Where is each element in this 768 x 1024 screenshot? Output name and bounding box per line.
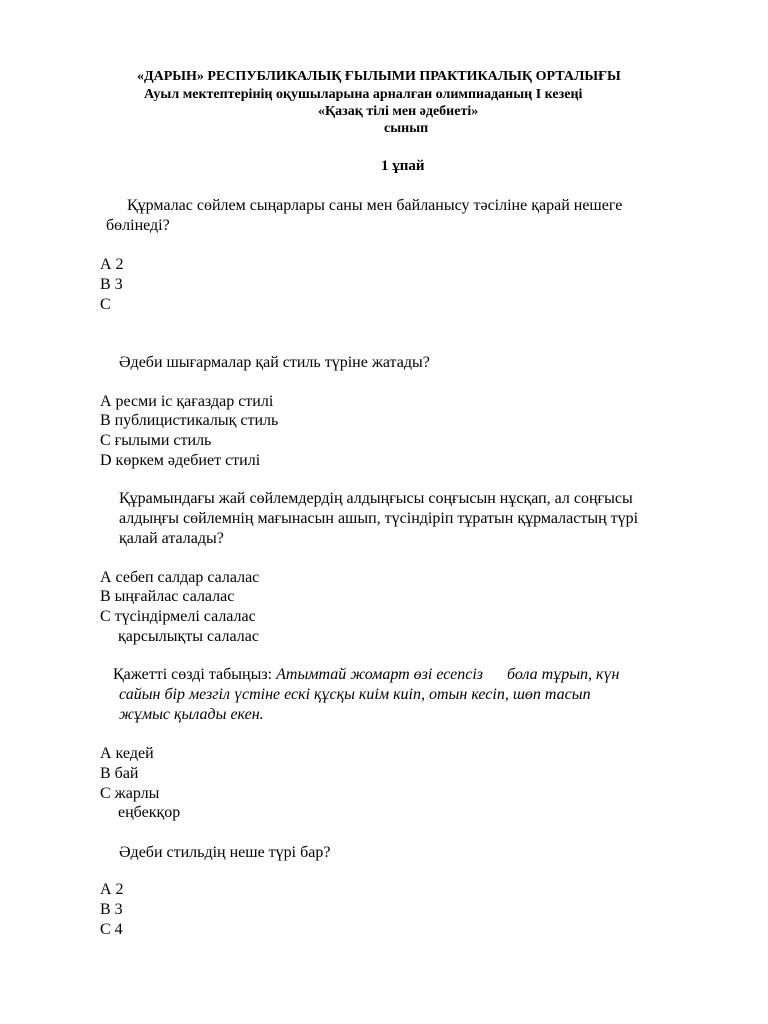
question-1-line-2: бөлінеді?: [106, 217, 170, 234]
question-5-option-a: А 2: [100, 881, 124, 898]
question-4-prompt: Қажетті сөзді табыңыз:: [113, 666, 273, 683]
question-5-option-c: С 4: [100, 921, 123, 938]
question-3-option-a: А себеп салдар салалас: [100, 569, 260, 586]
points-label: 1 ұпай: [381, 158, 425, 174]
question-2-option-c: С ғылыми стиль: [100, 432, 212, 449]
question-2-option-a: А ресми іс қағаздар стилі: [100, 393, 274, 410]
question-2-option-d: D көркем әдебиет стилі: [100, 452, 261, 469]
question-3-option-d: қарсылықты салалас: [118, 628, 259, 645]
question-4-option-c: С жарлы: [100, 785, 160, 802]
question-3-option-b: В ыңғайлас салалас: [100, 588, 235, 605]
question-4-sentence-part-2: сайын бір мезгіл үстіне ескі құсқы киім киіп, отын кесіп, шөп тасып: [119, 686, 591, 703]
question-4-sentence-part-3: жұмыс қылады екен.: [119, 706, 264, 723]
grade-label: сынып: [384, 121, 429, 136]
question-4-option-a: А кедей: [100, 745, 154, 762]
question-4-line-1: [113, 665, 619, 685]
question-3-line-2: алдыңғы сөйлемнің мағынасын ашып, түсіндіріп тұратын құрмаластың түрі: [119, 510, 639, 527]
question-5-option-b: В 3: [100, 901, 123, 918]
question-2-option-b: В публицистикалық стиль: [100, 412, 279, 429]
stage-title: Ауыл мектептерінің оқушыларына арналған олимпиаданың І кезеңі: [144, 87, 583, 102]
question-3-line-3: қалай аталады?: [119, 530, 224, 547]
question-1-line-1: Құрмалас сөйлем сыңарлары саны мен байланысу тәсіліне қарай нешеге: [127, 197, 623, 214]
question-3-line-1: Құрамындағы жай сөйлемдердің алдыңғысы соңғысын нұсқап, ал соңғысы: [119, 490, 633, 507]
question-1-option-b: В 3: [100, 276, 123, 293]
question-4-sentence-part-1: Атымтай жомарт өзі есепсіз бола тұрып, күн: [276, 666, 620, 683]
subject-title: «Қазақ тілі мен әдебиеті»: [318, 104, 479, 119]
question-4-option-b: В бай: [100, 765, 139, 782]
question-1-option-c: С: [100, 296, 111, 313]
question-2-line-1: Әдеби шығармалар қай стиль түріне жатады?: [119, 354, 430, 371]
org-title: «ДАРЫН» РЕСПУБЛИКАЛЫҚ ҒЫЛЫМИ ПРАКТИКАЛЫҚ ОРТАЛЫҒЫ: [137, 69, 621, 84]
question-1-option-a: А 2: [100, 256, 124, 273]
question-4-option-d: еңбекқор: [118, 804, 181, 821]
question-3-option-c: С түсіндірмелі салалас: [100, 608, 256, 625]
question-5-line-1: Әдеби стильдің неше түрі бар?: [119, 844, 331, 861]
